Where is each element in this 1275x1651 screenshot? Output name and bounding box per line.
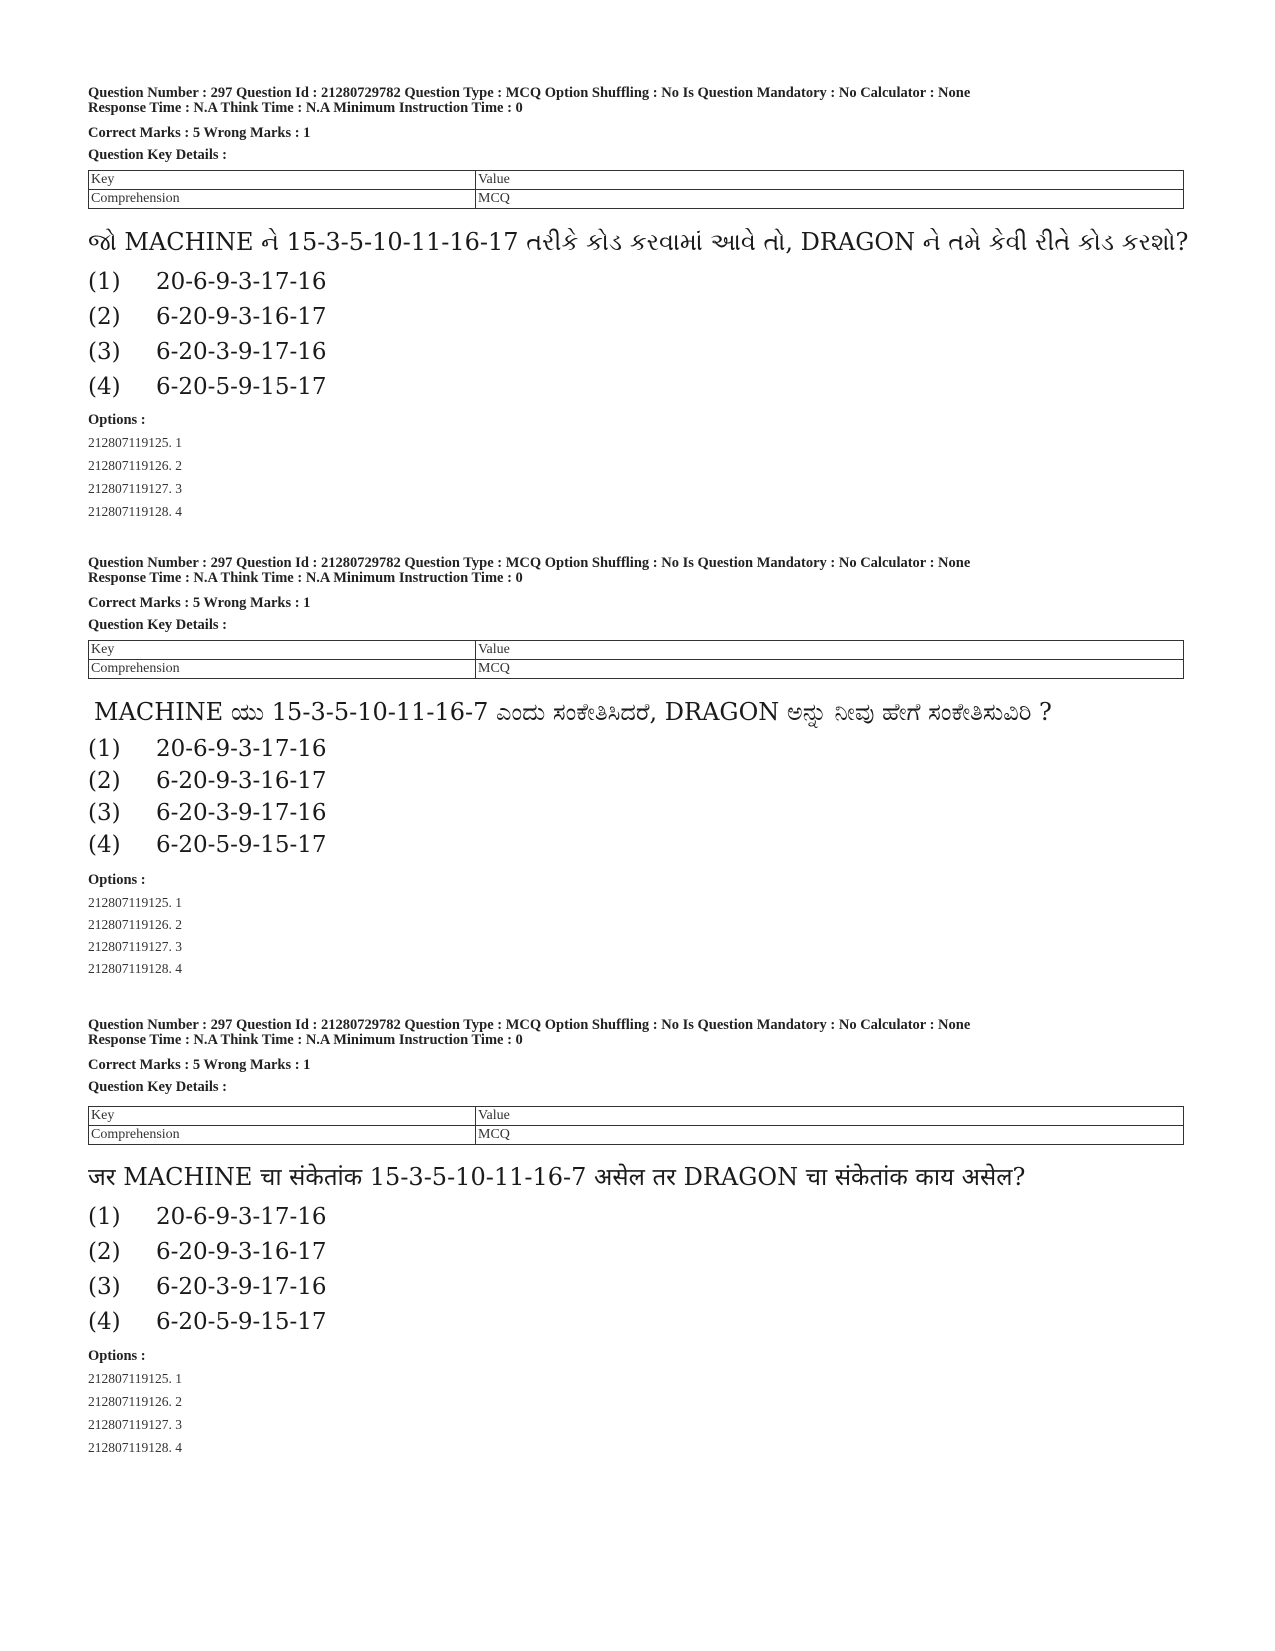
option-id: 212807119126. 2 — [88, 1394, 182, 1409]
question-metadata — [88, 556, 970, 586]
option-text: 6-20-5-9-15-17 — [156, 832, 327, 858]
metadata-line-2: Response Time : N.A Think Time : N.A Minimum Instruction Time : 0 — [88, 1032, 523, 1048]
option-number: (1) — [88, 1204, 121, 1230]
table-row — [89, 660, 1184, 679]
table-header-row — [89, 641, 1184, 660]
option-text: 6-20-3-9-17-16 — [156, 1274, 327, 1300]
option-number: (4) — [88, 1309, 121, 1335]
answer-option — [88, 1237, 327, 1267]
table-header-key: Key — [89, 171, 476, 190]
answer-option — [88, 1272, 327, 1302]
option-number: (3) — [88, 339, 121, 365]
answer-option — [88, 337, 327, 367]
option-text: 20-6-9-3-17-16 — [156, 269, 327, 295]
marks-line: Correct Marks : 5 Wrong Marks : 1 — [88, 125, 311, 141]
option-text: 6-20-3-9-17-16 — [156, 339, 327, 365]
table-row — [89, 1126, 1184, 1145]
option-id: 212807119127. 3 — [88, 939, 182, 954]
option-id: 212807119126. 2 — [88, 458, 182, 473]
table-header-key: Key — [89, 641, 476, 660]
option-text: 6-20-9-3-16-17 — [156, 768, 327, 794]
table-header-key: Key — [89, 1107, 476, 1126]
options-label: Options : — [88, 872, 146, 888]
option-id: 212807119125. 1 — [88, 895, 182, 910]
option-number: (3) — [88, 1274, 121, 1300]
table-header-value: Value — [476, 1107, 1184, 1126]
option-number: (2) — [88, 304, 121, 330]
question-text: जर MACHINE चा संकेतांक 15-3-5-10-11-16-7 असेल तर DRAGON चा संकेतांक काय असेल? — [88, 1163, 1026, 1191]
table-cell-value: MCQ — [476, 190, 1184, 209]
key-value-table — [88, 170, 1184, 209]
answer-option — [88, 1202, 327, 1232]
table-cell-key: Comprehension — [89, 190, 476, 209]
key-details-label: Question Key Details : — [88, 617, 227, 633]
table-cell-key: Comprehension — [89, 1126, 476, 1145]
marks-line: Correct Marks : 5 Wrong Marks : 1 — [88, 595, 311, 611]
answer-option — [88, 766, 327, 796]
key-value-table — [88, 1106, 1184, 1145]
option-text: 6-20-5-9-15-17 — [156, 374, 327, 400]
option-text: 20-6-9-3-17-16 — [156, 736, 327, 762]
option-text: 6-20-9-3-16-17 — [156, 1239, 327, 1265]
question-metadata — [88, 86, 970, 116]
key-details-label: Question Key Details : — [88, 1079, 227, 1095]
option-id: 212807119128. 4 — [88, 504, 182, 519]
option-number: (2) — [88, 768, 121, 794]
option-number: (1) — [88, 736, 121, 762]
option-id: 212807119125. 1 — [88, 435, 182, 450]
answer-option — [88, 372, 327, 402]
question-text: MACHINE ಯು 15-3-5-10-11-16-7 ಎಂದು ಸಂಕೇತಿಸಿದರೆ, DRAGON ಅನ್ನು ನೀವು ಹೇಗೆ ಸಂಕೇತಿಸುವಿರಿ ? — [94, 698, 1052, 726]
option-text: 20-6-9-3-17-16 — [156, 1204, 327, 1230]
answer-option — [88, 302, 327, 332]
table-header-value: Value — [476, 641, 1184, 660]
table-cell-value: MCQ — [476, 1126, 1184, 1145]
option-id: 212807119127. 3 — [88, 1417, 182, 1432]
marks-line: Correct Marks : 5 Wrong Marks : 1 — [88, 1057, 311, 1073]
metadata-line-1: Question Number : 297 Question Id : 21280729782 Question Type : MCQ Option Shuffling : No Is Question Mandatory : No Calculator : None — [88, 1017, 971, 1033]
option-id: 212807119125. 1 — [88, 1371, 182, 1386]
table-cell-key: Comprehension — [89, 660, 476, 679]
metadata-line-2: Response Time : N.A Think Time : N.A Minimum Instruction Time : 0 — [88, 570, 523, 586]
option-text: 6-20-5-9-15-17 — [156, 1309, 327, 1335]
metadata-line-2: Response Time : N.A Think Time : N.A Minimum Instruction Time : 0 — [88, 100, 523, 116]
answer-option — [88, 267, 327, 297]
option-text: 6-20-3-9-17-16 — [156, 800, 327, 826]
table-header-value: Value — [476, 171, 1184, 190]
key-value-table — [88, 640, 1184, 679]
option-text: 6-20-9-3-16-17 — [156, 304, 327, 330]
option-id: 212807119127. 3 — [88, 481, 182, 496]
option-number: (4) — [88, 374, 121, 400]
table-header-row — [89, 171, 1184, 190]
answer-option — [88, 734, 327, 764]
key-details-label: Question Key Details : — [88, 147, 227, 163]
question-metadata — [88, 1018, 970, 1048]
answer-option — [88, 1307, 327, 1337]
metadata-line-1: Question Number : 297 Question Id : 21280729782 Question Type : MCQ Option Shuffling : No Is Question Mandatory : No Calculator : None — [88, 555, 971, 571]
options-label: Options : — [88, 412, 146, 428]
table-row — [89, 190, 1184, 209]
option-id: 212807119128. 4 — [88, 1440, 182, 1455]
answer-option — [88, 830, 327, 860]
question-text: જો MACHINE ને 15-3-5-10-11-16-17 તરીકે કોડ કરવામાં આવે તો, DRAGON ને તમે કેવી રીતે કોડ કરશો? — [88, 228, 1189, 256]
table-header-row — [89, 1107, 1184, 1126]
option-id: 212807119128. 4 — [88, 961, 182, 976]
table-cell-value: MCQ — [476, 660, 1184, 679]
option-number: (2) — [88, 1239, 121, 1265]
answer-option — [88, 798, 327, 828]
option-number: (1) — [88, 269, 121, 295]
option-number: (4) — [88, 832, 121, 858]
option-number: (3) — [88, 800, 121, 826]
option-id: 212807119126. 2 — [88, 917, 182, 932]
metadata-line-1: Question Number : 297 Question Id : 21280729782 Question Type : MCQ Option Shuffling : No Is Question Mandatory : No Calculator : None — [88, 85, 971, 101]
options-label: Options : — [88, 1348, 146, 1364]
